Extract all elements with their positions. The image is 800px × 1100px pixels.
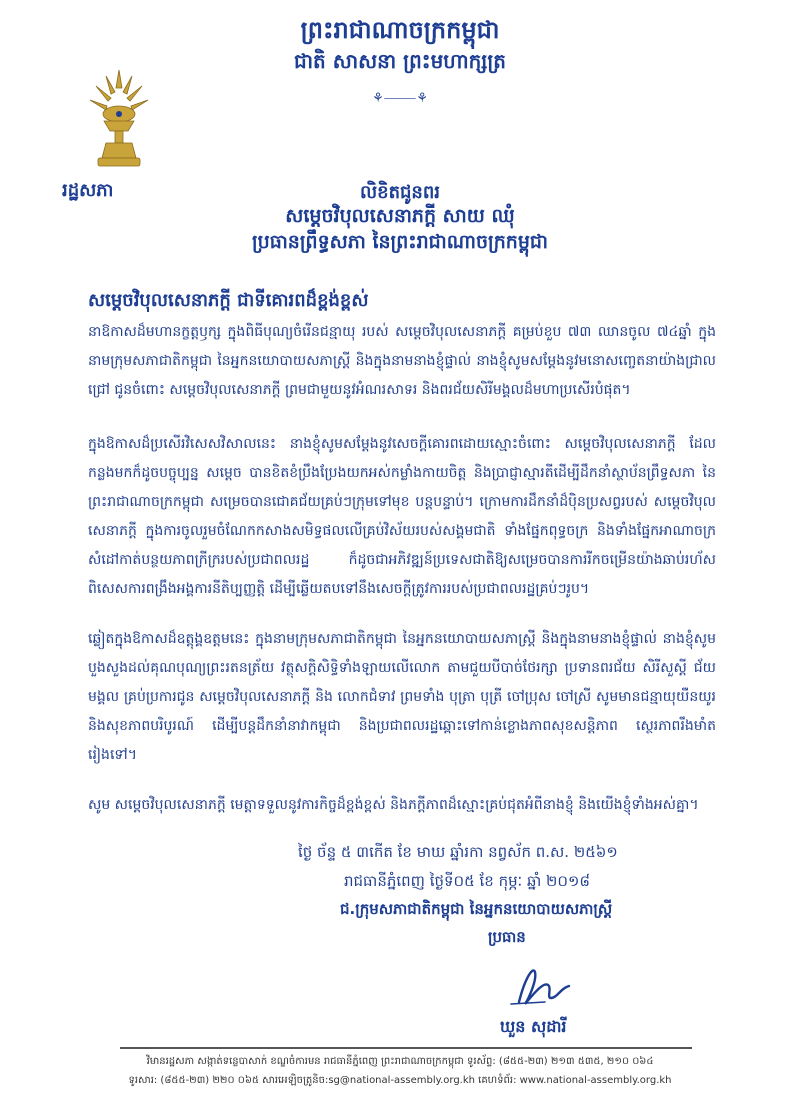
handwritten-signature-icon — [505, 958, 575, 1014]
national-assembly-emblem-icon — [84, 66, 154, 176]
header-divider: ⚘⸻⚘ — [372, 91, 428, 106]
lunar-date: ថ្ងៃ ច័ន្ទ ៥ ៣កើត ខែ មាឃ ឆ្នាំរកា នព្វស័ក ព.ស. ២៥៦១ — [298, 843, 618, 861]
signer-name: ឃួន សុដារី — [500, 1017, 567, 1036]
header-kingdom: ព្រះរាជាណាចក្រកម្ពុជា — [300, 16, 500, 44]
footer-contacts: ទូរសារ: (៨៥៥-២៣) ២២០ ០៦៥ សារអេឡិចត្រូនិច:sg@national-assembly.org.kh គេហទំព័រ: www.national-assembly.org.kh — [128, 1075, 672, 1086]
signer-organization: ជ.ក្រុមសភាជាតិកម្ពុជា នៃអ្នកនយោបាយសភាស្ត្រី — [340, 900, 613, 918]
footer-address: វិមានរដ្ឋសភា សង្កាត់ទន្លេបាសាក់ ខណ្ឌចំការមន រាជធានីភ្នំពេញ ព្រះរាជាណាចក្រកម្ពុជា ទូរស័ព្ទ: (៨៥៥-២៣) ២១៣ ៥៣៥, ២១០ ០៦៤ — [146, 1056, 654, 1067]
footer-divider — [120, 1047, 692, 1049]
paragraph-1: នាឱកាសដ៏មហានក្ខត្តឫក្ស ក្នុងពិធីបុណ្យចំរើនជន្មាយុ របស់ សម្ដេចវិបុលសេនាភក្ដី គម្រប់ខួប ៧៣ ឈានចូល ៧៤ឆ្នាំ ក្នុងនាមក្រុមសភាជាតិកម្ពុជា នៃអ្នកនយោបាយសភាស្ត្រី និងក្នុងនាមនាងខ្ញុំផ្ទាល់ នាងខ្ញុំសូមសម្ដែងនូវមនោសញ្ចេតនាយ៉ាងជ្រាលជ្រៅ ជូនចំពោះ សម្ដេចវិបុលសេនាភក្ដី ព្រមជាមួយនូវអំណរសាទរ និងពរជ័យសិរីមង្គលដ៏មហាប្រសើរបំផុត។ — [88, 324, 716, 398]
paragraph-4: សូម សម្ដេចវិបុលសេនាភក្ដី មេត្តាទទួលនូវការកិច្ចដ៏ខ្ពង់ខ្ពស់ និងភក្ដីភាពដ៏ស្មោះគ្រប់ជុតអំពីនាងខ្ញុំ និងយើងខ្ញុំទាំងអស់គ្នា។ — [88, 797, 699, 813]
salutation: សម្ដេចវិបុលសេនាភក្ដី ជាទីគោរពដ៏ខ្ពង់ខ្ពស់ — [88, 290, 369, 311]
solar-date: រាជធានីភ្នំពេញ ថ្ងៃទី០៥ ខែ កុម្ភៈ ឆ្នាំ ២០១៨ — [344, 872, 590, 890]
recipient-name: សម្ដេចវិបុលសេនាភក្ដី សាយ ឈុំ — [285, 205, 515, 227]
recipient-position: ប្រធានព្រឹទ្ធសភា នៃព្រះរាជាណាចក្រកម្ពុជា — [252, 231, 548, 253]
letter-title: លិខិតជូនពរ — [360, 182, 440, 203]
signer-title: ប្រធាន — [488, 928, 526, 946]
emblem-label: រដ្ឋសភា — [62, 180, 114, 201]
header-motto: ជាតិ សាសនា ព្រះមហាក្សត្រ — [294, 49, 506, 73]
paragraph-2: ក្នុងឱកាសដ៏ប្រសើរវិសេសវិសាលនេះ នាងខ្ញុំសូមសម្ដែងនូវសេចក្ដីគោរពដោយស្មោះចំពោះ សម្ដេចវិបុលសេនាភក្ដី ដែលកន្លងមកក៏ដូចបច្ចុប្បន្ន សម្ដេច បានខិតខំប្រឹងប្រែងយកអស់កម្លាំងកាយចិត្ត និងប្រាជ្ញាស្មារតីដើម្បីដឹកនាំស្ថាប័នព្រឹទ្ធសភា នៃព្រះរាជាណាចក្រកម្ពុជា សម្រេចបានជោគជ័យគ្រប់ៗក្រុមទៅមុខ បន្តបន្ទាប់។ ក្រោមការដឹកនាំដ៏ប៉ិនប្រសព្វរបស់ សម្ដេចវិបុលសេនាភក្ដី ក្នុងការចូលរួមចំណែកកសាងសមិទ្ធផលលើគ្រប់វិស័យរបស់សង្គមជាតិ ទាំងផ្នែកពុទ្ធចក្រ និងទាំងផ្នែកអាណាចក្រ សំដៅកាត់បន្ថយភាពក្រីក្ររបស់ប្រជាពលរដ្ឋ ក៏ដូចជាអភិវឌ្ឍន៍ប្រទេសជាតិឱ្យសម្រេចបានការរីកចម្រើនយ៉ាងឆាប់រហ័ស ពិសេសការពង្រឹងអង្គការនីតិប្បញ្ញត្តិ ដើម្បីឆ្លើយតបទៅនឹងសេចក្ដីត្រូវការរបស់ប្រជាពលរដ្ឋគ្រប់ៗរូប។ — [88, 436, 716, 597]
paragraph-3: ឆ្លៀតក្នុងឱកាសដ៏ឧត្តុង្គឧត្តមនេះ ក្នុងនាមក្រុមសភាជាតិកម្ពុជា នៃអ្នកនយោបាយសភាស្ត្រី និងក្នុងនាមនាងខ្ញុំផ្ទាល់ នាងខ្ញុំសូមបួងសួងដល់គុណបុណ្យព្រះរតនត្រ័យ វត្ថុសក្ដិសិទ្ធិទាំងឡាយលើលោក តាមជួយបីបាច់ថែរក្សា ប្រទានពរជ័យ សិរីសួស្ដី ជ័យមង្គល គ្រប់ប្រការជូន សម្ដេចវិបុលសេនាភក្ដី និង លោកជំទាវ ព្រមទាំង បុត្រា បុត្រី ចៅប្រុស ចៅស្រី សូមមានជន្មាយុយឺនយូរ និងសុខភាពបរិបូរណ៍ ដើម្បីបន្តដឹកនាំនាវាកម្ពុជា និងប្រជាពលរដ្ឋឆ្ពោះទៅកាន់ខ្លោងភាពសុខសន្តិភាព ស្ថេរភាពរឹងមាំតរៀងទៅ។ — [88, 631, 716, 763]
